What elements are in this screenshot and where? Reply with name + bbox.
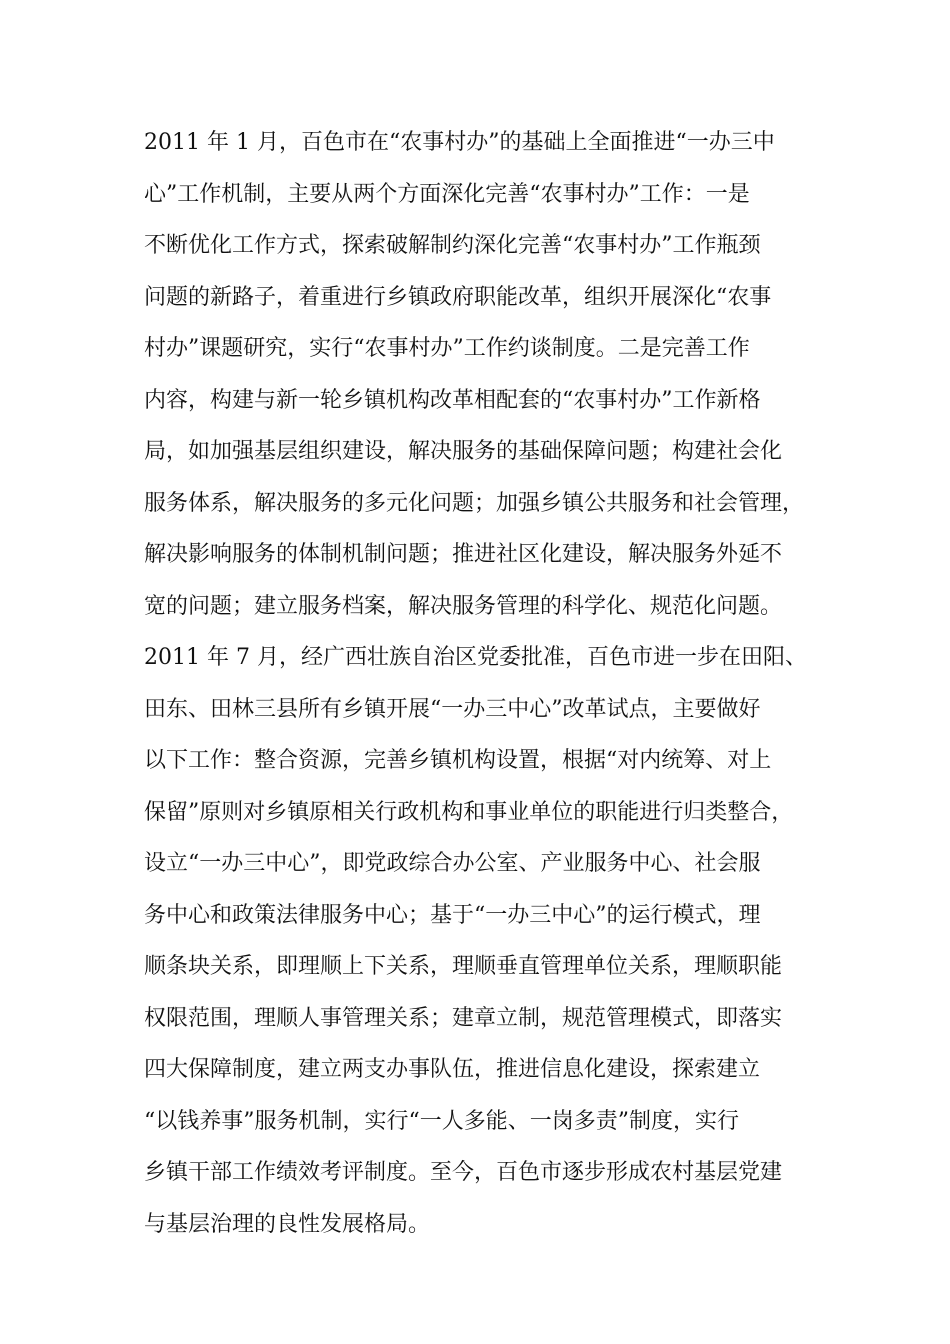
- text-line: 问题的新路子，着重进行乡镇政府职能改革，组织开展深化“农事: [144, 284, 772, 310]
- text-line: 田东、田林三县所有乡镇开展“一办三中心”改革试点，主要做好: [144, 696, 761, 722]
- text-line: 不断优化工作方式，探索破解制约深化完善“农事村办”工作瓶颈: [144, 233, 761, 258]
- text-line: 解决影响服务的体制机制问题；推进社区化建设，解决服务外延不: [144, 542, 783, 567]
- text-line: “以钱养事”服务机制，实行“一人多能、一岗多责”制度，实行: [144, 1108, 739, 1134]
- text-line: 乡镇干部工作绩效考评制度。至今，百色市逐步形成农村基层党建: [144, 1160, 783, 1185]
- text-line: 村办”课题研究，实行“农事村办”工作约谈制度。二是完善工作: [144, 336, 750, 361]
- text-line: 宽的问题；建立服务档案，解决服务管理的科学化、规范化问题。: [144, 593, 783, 619]
- text-line: 2011 年 1 月，百色市在“农事村办”的基础上全面推进“一办三中: [144, 130, 775, 155]
- text-line: 权限范围，理顺人事管理关系；建章立制，规范管理模式，即落实: [144, 1005, 783, 1031]
- text-line: 2011 年 7 月，经广西壮族自治区党委批准，百色市进一步在田阳、: [144, 645, 807, 670]
- text-line: 务中心和政策法律服务中心；基于“一办三中心”的运行模式，理: [144, 902, 761, 928]
- text-line: 以下工作：整合资源，完善乡镇机构设置，根据“对内统筹、对上: [144, 748, 772, 773]
- text-line: 设立“一办三中心”，即党政综合办公室、产业服务中心、社会服: [144, 851, 761, 876]
- text-line: 服务体系，解决服务的多元化问题；加强乡镇公共服务和社会管理，: [144, 490, 805, 516]
- text-line: 保留”原则对乡镇原相关行政机构和事业单位的职能进行归类整合，: [144, 799, 794, 825]
- text-line: 局，如加强基层组织建设，解决服务的基础保障问题；构建社会化: [144, 439, 783, 464]
- text-line: 心”工作机制，主要从两个方面深化完善“农事村办”工作：一是: [144, 181, 750, 207]
- text-line: 顺条块关系，即理顺上下关系，理顺垂直管理单位关系，理顺职能: [144, 954, 783, 979]
- text-line: 内容，构建与新一轮乡镇机构改革相配套的“农事村办”工作新格: [144, 387, 761, 413]
- text-line: 与基层治理的良性发展格局。: [144, 1211, 431, 1237]
- body-text: [144, 117, 824, 1250]
- text-line: 四大保障制度，建立两支办事队伍，推进信息化建设，探索建立: [144, 1057, 761, 1082]
